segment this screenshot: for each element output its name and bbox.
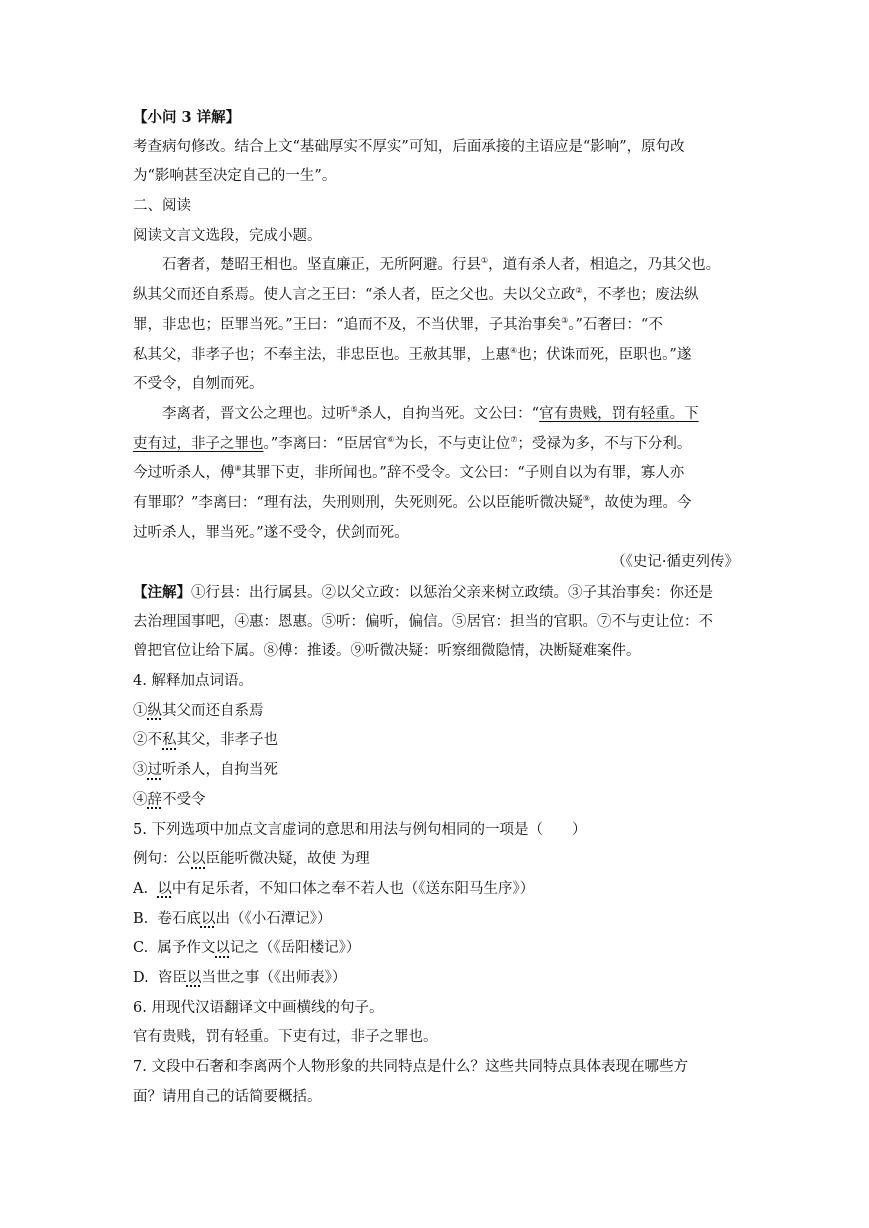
question-6-text: 官有贵贱，罚有轻重。下吏有过，非子之罪也。	[133, 1029, 438, 1046]
question-4-item: ④辞不受令	[133, 791, 206, 808]
question-7: 面？请用自己的话简要概括。	[133, 1088, 322, 1105]
question-6: 6. 用现代汉语翻译文中画横线的句子。	[133, 999, 384, 1016]
notes-label: 【注解】	[133, 584, 191, 601]
question-5-option-b: B. 卷石底以出（《小石潭记》）	[133, 910, 332, 927]
passage-2-line: 过听杀人，罪当死。”遂不受令，伏剑而死。	[133, 524, 409, 541]
dotted-word: 私	[162, 732, 177, 749]
passage-1-line: 石奢者，楚昭王相也。坚直廉正，无所阿避。行县①，道有杀人者，相追之，乃其父也。	[162, 256, 721, 274]
dotted-word: 以	[157, 880, 172, 897]
question-7: 7. 文段中石奢和李离两个人物形象的共同特点是什么？这些共同特点具体表现在哪些方	[133, 1059, 688, 1075]
underlined-sentence: 吏有过，非子之罪也	[133, 435, 264, 452]
source-citation: （《史记·循吏列传》	[611, 554, 739, 571]
notes-line: 【注解】①行县：出行属县。②以父立政：以惩治父亲来树立政绩。③子其治事矣：你还是	[133, 584, 713, 601]
passage-1-line: 纵其父而还自系焉。使人言之王曰：“杀人者，臣之父也。夫以父立政②，不孝也；废法纵	[133, 286, 699, 304]
passage-1-line: 罪，非忠也；臣罪当死。”王曰：“追而不及，不当伏罪，子其治事矣③。”石奢曰：“不	[133, 315, 663, 333]
dotted-word: 以	[186, 969, 202, 986]
dotted-word: 以	[215, 940, 230, 957]
dotted-word: 以	[200, 910, 216, 927]
question-4-item: ②不私其父，非孝子也	[133, 732, 278, 749]
dotted-word: 辞	[147, 791, 162, 808]
notes-line: 曾把官位让给下属。⑧傅：推诿。⑨听微决疑：听察细微隐情，决断疑难案件。	[133, 643, 641, 660]
q3-answer-line: 考查病句修改。结合上文“基础厚实不厚实”可知，后面承接的主语应是“影响”，原句改	[133, 138, 685, 155]
passage-2-line: 吏有过，非子之罪也。”李离曰：“臣居官⑥为长，不与吏让位⑦；受禄为多，不与下分利。	[133, 434, 692, 452]
question-4-item: ③过听杀人，自拘当死	[133, 762, 278, 779]
passage-2-line: 有罪耶？”李离曰：“理有法，失刑则刑，失死则死。公以臣能听微决疑⑨，故使为理。今	[133, 493, 692, 511]
passage-2-line: 李离者，晋文公之理也。过听⑤杀人，自拘当死。文公曰：“官有贵贱，罚有轻重。下	[162, 404, 699, 422]
dotted-word: 过	[147, 762, 162, 779]
passage-1-line: 私其父，非孝子也；不奉主法，非忠臣也。王赦其罪，上惠④也；伏诛而死，臣职也。”遂	[133, 345, 692, 363]
passage-1-line: 不受令，自刎而死。	[133, 376, 264, 393]
question-4: 4. 解释加点词语。	[133, 673, 253, 690]
q3-heading: 【小问 3 详解】	[133, 109, 241, 126]
question-5-option-a: A. 以中有足乐者，不知口体之奉不若人也（《送东阳马生序》）	[133, 880, 535, 897]
dotted-word: 纵	[147, 702, 162, 719]
question-5-example: 例句：公以臣能听微决疑，故使 为理	[133, 851, 370, 868]
question-5-option-c: C. 属予作文以记之（《岳阳楼记》）	[133, 940, 361, 957]
section-title: 二、阅读	[133, 198, 191, 215]
reading-instruction: 阅读文言文选段，完成小题。	[133, 227, 322, 244]
underlined-sentence: 官有贵贱，罚有轻重。下	[539, 405, 699, 422]
question-4-item: ①纵其父而还自系焉	[133, 702, 264, 719]
notes-line: 去治理国事吧，④惠：恩惠。⑤听：偏听，偏信。⑤居官：担当的官职。⑦不与吏让位：不	[133, 613, 713, 630]
dotted-word: 以	[191, 851, 206, 868]
q3-answer-line: 为“影响甚至决定自己的一生”。	[133, 168, 337, 185]
question-5: 5. 下列选项中加点文言虚词的意思和用法与例句相同的一项是（ ）	[133, 821, 587, 838]
question-5-option-d: D. 咨臣以当世之事（《出师表》）	[133, 969, 347, 986]
passage-2-line: 今过听杀人，傅⑧其罪下吏，非所闻也。”辞不受令。文公曰：“子则自以为有罪，寡人亦	[133, 464, 685, 482]
